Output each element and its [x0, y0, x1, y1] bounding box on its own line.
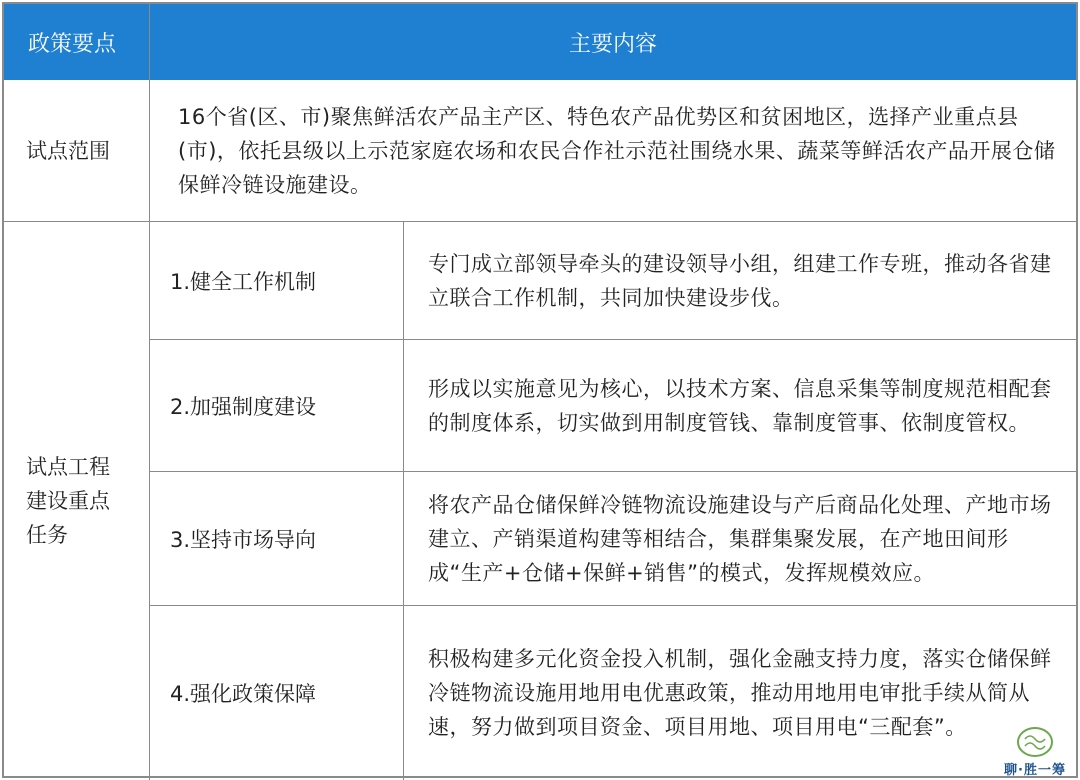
- task-detail: 积极构建多元化资金投入机制，强化金融支持力度，落实仓储保鲜冷链物流设施用地用电优惠政策，推动用地用电审批手续从简从速，努力做到项目资金、项目用地、项目用电“三配套”。: [428, 647, 1052, 739]
- seal-icon: [1015, 725, 1055, 759]
- task-detail: 专门成立部领导牵头的建设领导小组，组建工作专班，推动各省建立联合工作机制，共同加快建设步伐。: [404, 222, 1076, 340]
- task-title: 2.加强制度建设: [150, 340, 404, 472]
- task-title: 1.健全工作机制: [150, 222, 404, 340]
- row-label-tasks: [4, 222, 150, 780]
- scope-content: 16个省(区、市)聚焦鲜活农产品主产区、特色农产品优势区和贫困地区，选择产业重点县(市)，依托县级以上示范家庭农场和农民合作社示范社围绕水果、蔬菜等鲜活农产品开展仓储保鲜冷链设施建设。: [150, 80, 1076, 222]
- task-title: 3.坚持市场导向: [150, 472, 404, 606]
- task-detail: 将农产品仓储保鲜冷链物流设施建设与产后商品化处理、产地市场建立、产销渠道构建等相结合，集群集聚发展，在产地田间形成“生产+仓储+保鲜+销售”的模式，发挥规模效应。: [404, 472, 1076, 606]
- header-policy-points: 政策要点: [4, 4, 150, 80]
- header-main-content: 主要内容: [150, 4, 1076, 80]
- row-label-scope: 试点范围: [4, 80, 150, 222]
- watermark-text: 聊·胜一筹: [1004, 763, 1066, 778]
- task-detail: 形成以实施意见为核心，以技术方案、信息采集等制度规范相配套的制度体系，切实做到用制度管钱、靠制度管事、依制度管权。: [404, 340, 1076, 472]
- task-title: 4.强化政策保障: [150, 606, 404, 780]
- policy-table: [2, 2, 1078, 778]
- tasks-label-text: 试点工程建设重点任务: [26, 455, 110, 547]
- watermark-logo: [994, 704, 1076, 778]
